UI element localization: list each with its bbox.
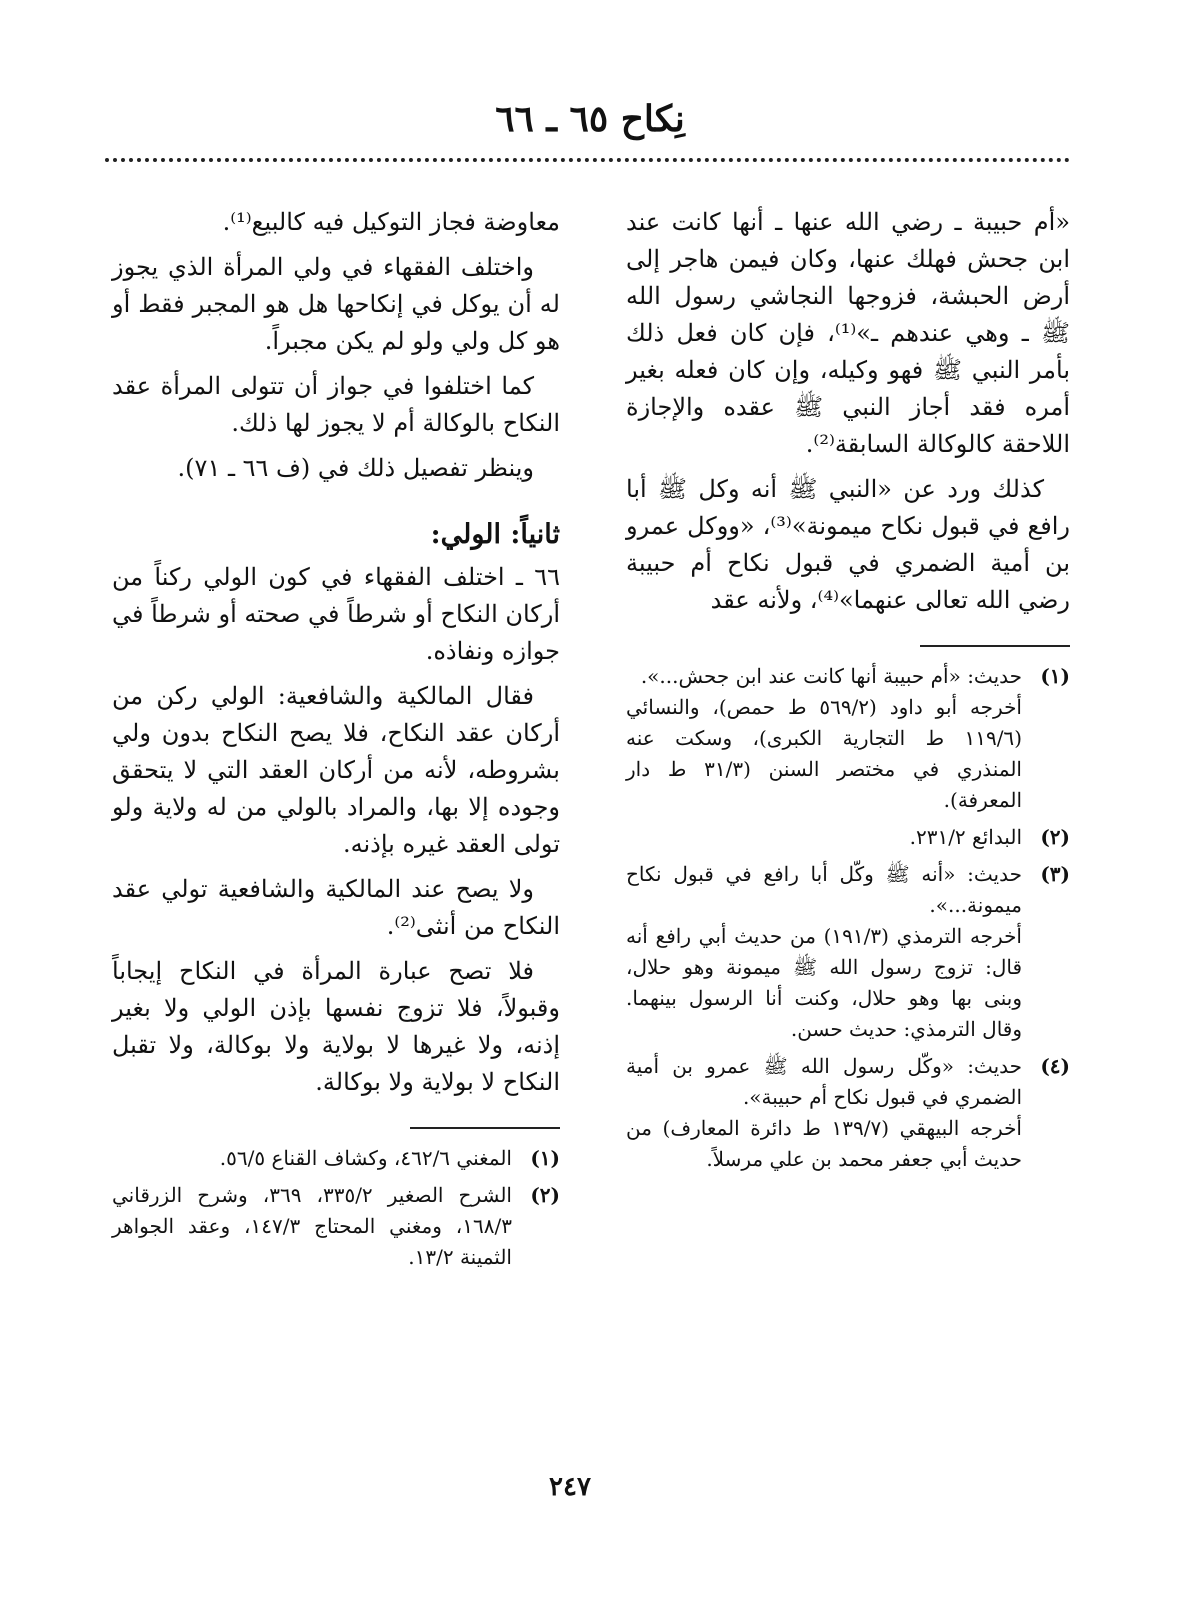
paragraph: واختلف الفقهاء في ولي المرأة الذي يجوز له أن يوكل في إنكاحها هل هو المجبر فقط أو هو كل ولي ولو لم يكن مجبراً. — [112, 253, 560, 355]
footnote-line: أخرجه أبو داود (٥٦٩/٢ ط حمص)، والنسائي (١١٩/٦ ط التجارية الكبرى)، وسكت عنه المنذري في مختصر السنن (٣١/٣ ط دار المعرفة). — [626, 695, 1022, 812]
paragraph: وينظر تفصيل ذلك في (ف ٦٦ ـ ٧١). — [177, 454, 534, 482]
left-column — [112, 204, 560, 1279]
footnote-number: (١) — [530, 1146, 560, 1170]
footnote-line: المغني ٤٦٢/٦، وكشاف القناع ٥٦/٥. — [219, 1146, 512, 1170]
paragraph: كذلك ورد عن «النبي ﷺ أنه وكل ﷺ أبا رافع في قبول نكاح ميمونة»⁽³⁾، «ووكل عمرو بن أمية الضمري في قبول نكاح أم حبيبة رضي الله تعالى عنهما»⁽⁴⁾، ولأنه عقد — [626, 475, 1071, 614]
footnote-number: (٢) — [530, 1183, 560, 1207]
footnote — [626, 859, 1070, 1045]
page-number: ٢٤٧ — [549, 1472, 591, 1502]
footnote-separator — [410, 1127, 560, 1129]
paragraph: «أم حبيبة ـ رضي الله عنها ـ أنها كانت عند ابن جحش فهلك عنها، وكان فيمن هاجر إلى أرض الحبشة، فزوجها النجاشي رسول الله ﷺ ـ وهي عندهم ـ»⁽¹⁾، فإن كان فعل ذلك بأمر النبي ﷺ فهو وكيله، وإن كان فعله بغير أمره فقد أجاز النبي ﷺ عقده والإجازة اللاحقة كالوكالة السابقة⁽²⁾. — [626, 208, 1070, 458]
footnote-line: أخرجه البيهقي (١٣٩/٧ ط دائرة المعارف) من حديث أبي جعفر محمد بن علي مرسلاً. — [626, 1116, 1022, 1171]
footnote-line: الشرح الصغير ٣٣٥/٢، ٣٦٩، وشرح الزرقاني ١٦٨/٣، ومغني المحتاج ١٤٧/٣، وعقد الجواهر الثمينة ١٣/٢. — [112, 1183, 512, 1269]
right-column — [626, 204, 1070, 1181]
footnote — [112, 1143, 560, 1174]
footnote-number: (٤) — [1040, 1054, 1070, 1078]
paragraph: ولا يصح عند المالكية والشافعية تولي عقد النكاح من أنثى⁽²⁾. — [112, 875, 560, 940]
paragraph: فلا تصح عبارة المرأة في النكاح إيجاباً وقبولاً، فلا تزوج نفسها بإذن الولي ولا بغير إذنه، ولا غيرها لا بولاية ولا بوكالة، ولا تقبل النكاح لا بولاية ولا بوكالة. — [112, 957, 560, 1096]
footnote — [626, 661, 1070, 816]
paragraph: ٦٦ ـ اختلف الفقهاء في كون الولي ركناً من أركان النكاح أو شرطاً في صحته أو شرطاً في جوازه ونفاذه. — [112, 563, 560, 665]
footnote-separator — [920, 645, 1070, 647]
footnote-line: البدائع ٢٣١/٢. — [909, 825, 1022, 849]
left-column-body — [112, 204, 560, 1101]
footnote — [626, 1051, 1070, 1175]
footnote-line: أخرجه الترمذي (١٩١/٣) من حديث أبي رافع أنه قال: تزوج رسول الله ﷺ ميمونة وهو حلال، وبنى بها وهو حلال، وكنت أنا الرسول بينهما. وقال الترمذي: حديث حسن. — [626, 924, 1023, 1041]
right-column-body — [626, 204, 1070, 619]
paragraph: كما اختلفوا في جواز أن تتولى المرأة عقد النكاح بالوكالة أم لا يجوز لها ذلك. — [112, 372, 560, 437]
footnote — [626, 822, 1070, 853]
footnote-number: (٣) — [1040, 862, 1070, 886]
footnote-number: (١) — [1040, 664, 1070, 688]
header-dotted-rule — [105, 158, 1070, 162]
left-footnotes — [112, 1143, 560, 1273]
footnote-line: حديث: «وكّل رسول الله ﷺ عمرو بن أمية الضمري في قبول نكاح أم حبيبة». — [626, 1054, 1022, 1109]
page-header-title: نِكاح ٦٥ ـ ٦٦ — [495, 98, 685, 140]
paragraph: فقال المالكية والشافعية: الولي ركن من أركان عقد النكاح، فلا يصح النكاح بدون ولي بشروطه، لأنه من أركان العقد التي لا يتحقق وجوده إلا بها، والمراد بالولي من له ولاية ولو تولى العقد غيره بإذنه. — [112, 682, 560, 858]
footnote-number: (٢) — [1040, 825, 1070, 849]
paragraph: معاوضة فجاز التوكيل فيه كالبيع⁽¹⁾. — [222, 208, 560, 236]
footnote-line: حديث: «أم حبيبة أنها كانت عند ابن جحش...». — [640, 664, 1022, 688]
footnote — [112, 1180, 560, 1273]
section-heading: ثانياً: الولي: — [430, 519, 560, 550]
right-footnotes — [626, 661, 1070, 1175]
footnote-line: حديث: «أنه ﷺ وكّل أبا رافع في قبول نكاح ميمونة...». — [626, 862, 1022, 917]
